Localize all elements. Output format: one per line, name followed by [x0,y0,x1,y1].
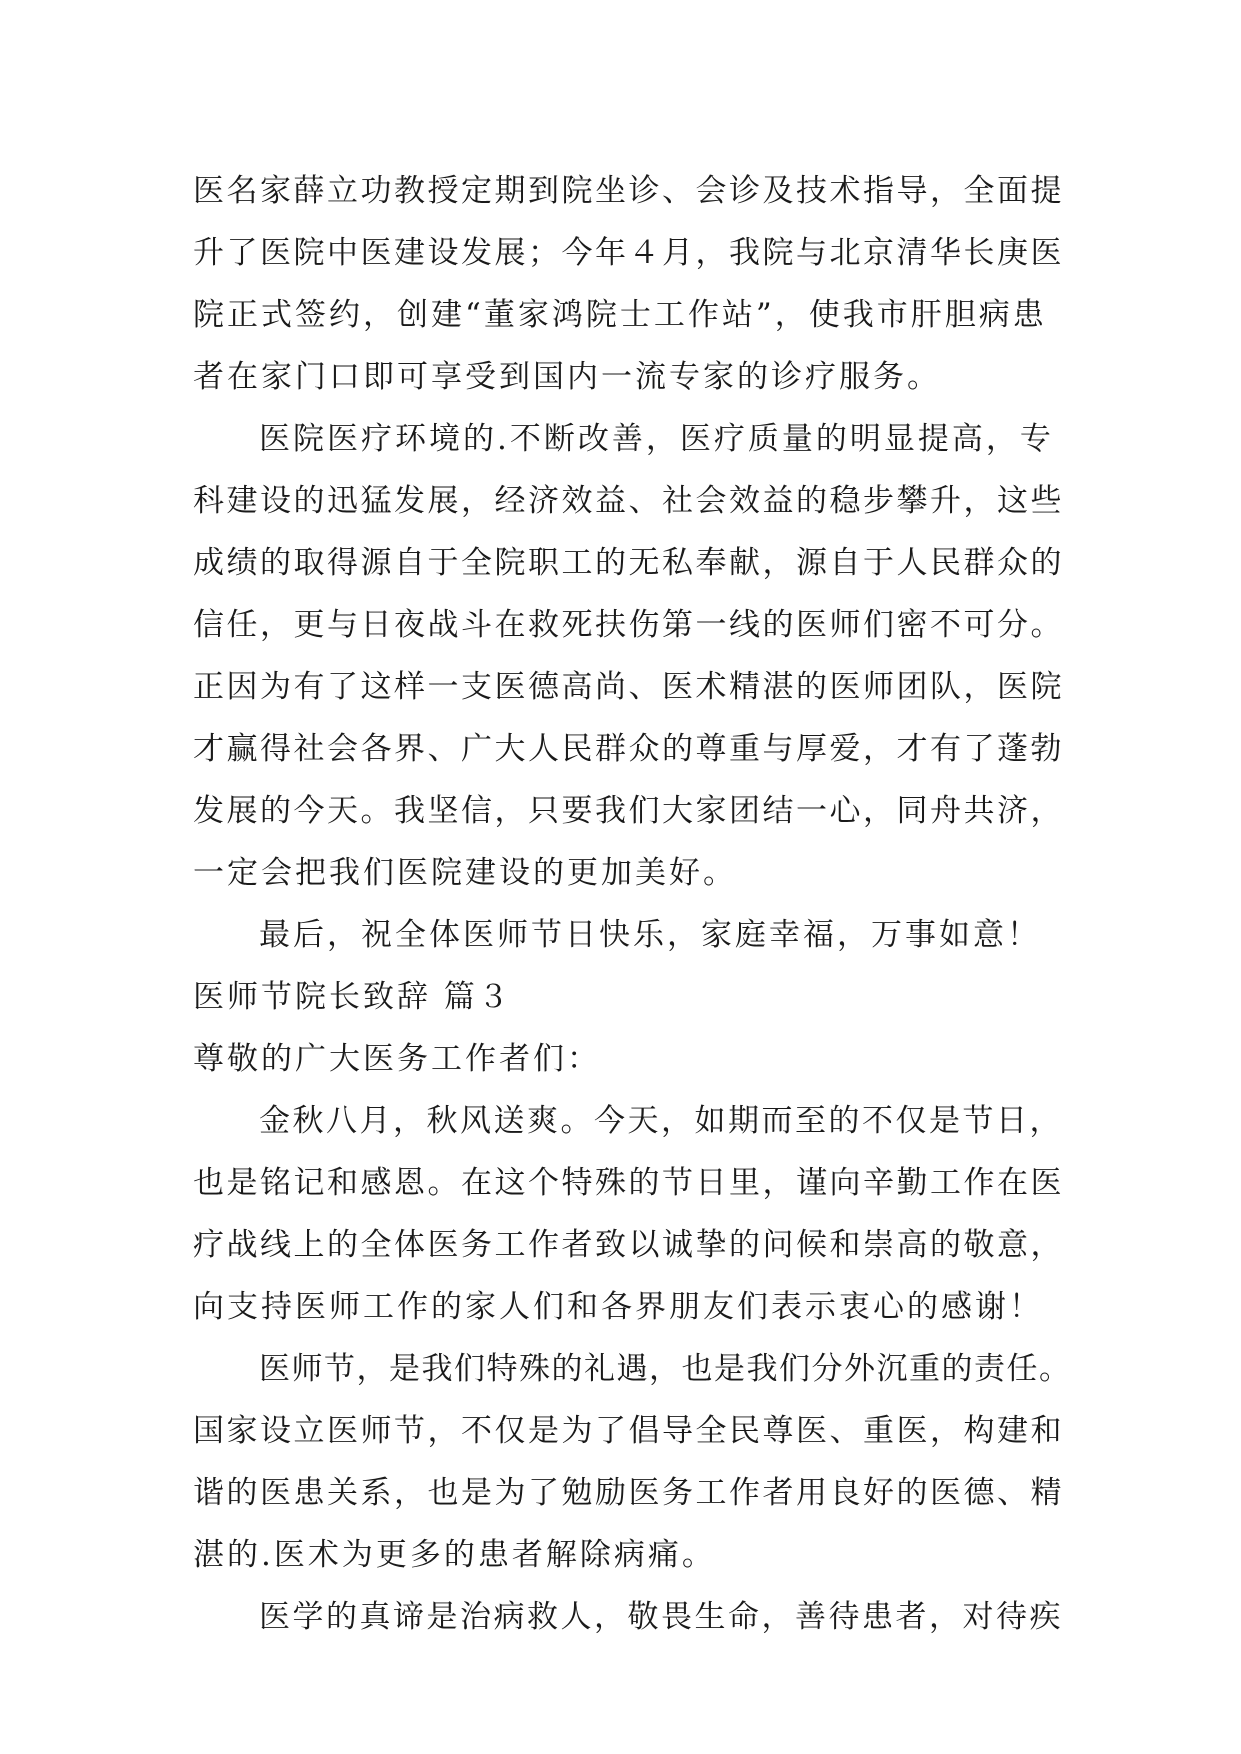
text-line: 金秋八月，秋风送爽。今天，如期而至的不仅是节日， [259,1103,1063,1139]
text-line: 向支持医师工作的家人们和各界朋友们表示衷心的感谢！ [193,1289,1043,1325]
text-line: 疗战线上的全体医务工作者致以诚挚的问候和崇高的敬意， [193,1227,1064,1263]
text-line: 者在家门口即可享受到国内一流专家的诊疗服务。 [193,359,941,395]
text-line: 湛的.医术为更多的患者解除病痛。 [193,1537,716,1573]
text-line: 医师节，是我们特殊的礼遇，也是我们分外沉重的责任。 [259,1351,1072,1387]
text-line: 正因为有了这样一支医德高尚、医术精湛的医师团队，医院 [193,669,1064,705]
text-line: 一定会把我们医院建设的更加美好。 [193,855,737,891]
text-line: 发展的今天。我坚信，只要我们大家团结一心，同舟共济， [193,793,1064,829]
text-line: 医学的真谛是治病救人，敬畏生命，善待患者，对待疾 [259,1599,1063,1635]
text-line: 尊敬的广大医务工作者们： [193,1041,601,1077]
text-line: 医名家薛立功教授定期到院坐诊、会诊及技术指导，全面提 [193,173,1064,209]
document-body [193,160,1073,1648]
text-line: 才赢得社会各界、广大人民群众的尊重与厚爱，才有了蓬勃 [193,731,1064,767]
text-line: 科建设的迅猛发展，经济效益、社会效益的稳步攀升，这些 [193,483,1064,519]
text-line: 也是铭记和感恩。在这个特殊的节日里，谨向辛勤工作在医 [193,1165,1064,1201]
text-line: 医院医疗环境的.不断改善，医疗质量的明显提高，专 [259,421,1054,457]
text-line: 信任，更与日夜战斗在救死扶伤第一线的医师们密不可分。 [193,607,1064,643]
text-line: 成绩的取得源自于全院职工的无私奉献，源自于人民群众的 [193,545,1064,581]
text-line: 国家设立医师节，不仅是为了倡导全民尊医、重医，构建和 [193,1413,1064,1449]
text-line: 院正式签约，创建“董家鸿院士工作站”，使我市肝胆病患 [193,297,1047,333]
text-line: 医师节院长致辞 篇３ [193,979,512,1015]
text-line: 最后，祝全体医师节日快乐，家庭幸福，万事如意！ [259,917,1041,953]
text-line: 谐的医患关系，也是为了勉励医务工作者用良好的医德、精 [193,1475,1064,1511]
text-line: 升了医院中医建设发展；今年４月，我院与北京清华长庚医 [193,235,1064,271]
